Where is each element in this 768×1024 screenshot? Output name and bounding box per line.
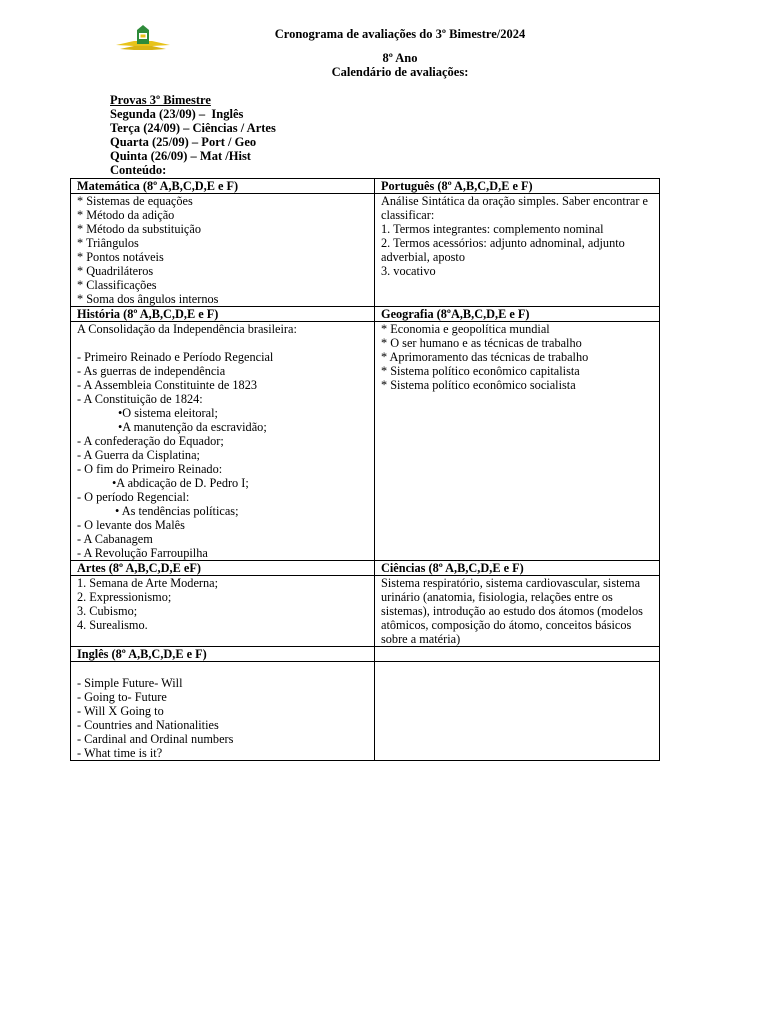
sub-list-item: •A manutenção da escravidão; <box>118 420 267 434</box>
list-item: - Cardinal and Ordinal numbers <box>77 732 234 746</box>
list-item: - A Constituição de 1824: <box>77 392 203 406</box>
matematica-header: Matemática (8º A,B,C,D,E e F) <box>71 179 375 194</box>
geografia-content <box>375 322 660 561</box>
portugues-header: Português (8º A,B,C,D,E e F) <box>375 179 660 194</box>
list-item: * Classificações <box>77 278 157 292</box>
list-item: 3. Cubismo; <box>77 604 138 618</box>
list-item: - What time is it? <box>77 746 163 760</box>
document-title: Cronograma de avaliações do 3º Bimestre/2024 <box>274 27 526 41</box>
blank-line <box>77 336 368 350</box>
list-item: - As guerras de independência <box>77 364 226 378</box>
schedule-item: Segunda (23/09) – Inglês <box>110 107 244 121</box>
list-item: * Soma dos ângulos internos <box>77 292 219 306</box>
sub-list-item: •A abdicação de D. Pedro I; <box>112 476 249 490</box>
schedule-item: Quinta (26/09) – Mat /Hist <box>110 149 251 163</box>
list-item: * Método da substituição <box>77 222 201 236</box>
list-item: - Going to- Future <box>77 690 167 704</box>
historia-content <box>71 322 375 561</box>
historia-intro: A Consolidação da Independência brasileira: <box>77 322 297 336</box>
ciencias-content <box>375 576 660 647</box>
list-item: - A Cabanagem <box>77 532 153 546</box>
ingles-content <box>71 662 375 761</box>
list-item: * Sistema político econômico socialista <box>381 378 576 392</box>
list-item: - O fim do Primeiro Reinado: <box>77 462 223 476</box>
list-item: * Triângulos <box>77 236 139 250</box>
content-table <box>70 178 660 761</box>
artes-header: Artes (8º A,B,C,D,E eF) <box>71 561 375 576</box>
list-item: 2. Expressionismo; <box>77 590 172 604</box>
list-item: * Sistemas de equações <box>77 194 193 208</box>
list-item: 3. vocativo <box>381 264 436 278</box>
list-item: * Pontos notáveis <box>77 250 164 264</box>
ciencias-text: Sistema respiratório, sistema cardiovascular, sistema urinário (anatomia, fisiologia, relações entre os sistemas), introdução ao estudo dos átomos (modelos atômicos, composição do átomo, conceitos básicos sobre a matéria) <box>381 576 643 646</box>
content-label: Conteúdo: <box>110 163 167 177</box>
matematica-content <box>71 194 375 307</box>
ingles-header: Inglês (8º A,B,C,D,E e F) <box>71 647 375 662</box>
empty-header-cell <box>375 647 660 662</box>
list-item: - A Guerra da Cisplatina; <box>77 448 200 462</box>
table-row <box>71 576 660 647</box>
list-item: 4. Surealismo. <box>77 618 148 632</box>
table-row <box>71 194 660 307</box>
exam-schedule <box>110 93 276 177</box>
ciencias-header: Ciências (8º A,B,C,D,E e F) <box>375 561 660 576</box>
calendar-subtitle: Calendário de avaliações: <box>331 65 469 79</box>
schedule-heading: Provas 3º Bimestre <box>110 93 211 107</box>
table-row <box>71 307 660 322</box>
list-item: - O período Regencial: <box>77 490 190 504</box>
list-item: 1. Termos integrantes: complemento nominal <box>381 222 604 236</box>
table-row <box>71 322 660 561</box>
schedule-item: Terça (24/09) – Ciências / Artes <box>110 121 276 135</box>
blank-line <box>77 662 368 676</box>
list-item: - A Assembleia Constituinte de 1823 <box>77 378 258 392</box>
table-row <box>71 561 660 576</box>
list-item: * Quadriláteros <box>77 264 154 278</box>
list-item: * Economia e geopolítica mundial <box>381 322 550 336</box>
historia-header: História (8º A,B,C,D,E e F) <box>71 307 375 322</box>
list-item: - A Revolução Farroupilha <box>77 546 208 560</box>
list-item: * O ser humano e as técnicas de trabalho <box>381 336 582 350</box>
table-row <box>71 179 660 194</box>
list-item: * Aprimoramento das técnicas de trabalho <box>381 350 589 364</box>
artes-content <box>71 576 375 647</box>
table-row <box>71 662 660 761</box>
portugues-content <box>375 194 660 307</box>
grade-label: 8º Ano <box>382 51 418 65</box>
empty-content-cell <box>375 662 660 761</box>
list-item: 1. Semana de Arte Moderna; <box>77 576 219 590</box>
sub-list-item: •O sistema eleitoral; <box>118 406 218 420</box>
list-item: - A confederação do Equador; <box>77 434 224 448</box>
list-item: - Countries and Nationalities <box>77 718 219 732</box>
list-item: 2. Termos acessórios: adjunto adnominal, adjunto adverbial, aposto <box>381 236 625 264</box>
list-item: * Sistema político econômico capitalista <box>381 364 580 378</box>
list-item: - Simple Future- Will <box>77 676 183 690</box>
geografia-header: Geografia (8ºA,B,C,D,E e F) <box>375 307 660 322</box>
list-item: - Primeiro Reinado e Período Regencial <box>77 350 274 364</box>
list-item: - O levante dos Malês <box>77 518 185 532</box>
list-item: * Método da adição <box>77 208 175 222</box>
table-row <box>71 647 660 662</box>
portugues-intro: Análise Sintática da oração simples. Saber encontrar e classificar: <box>381 194 649 222</box>
list-item: - Will X Going to <box>77 704 164 718</box>
sub-list-item: • As tendências políticas; <box>115 504 239 518</box>
schedule-item: Quarta (25/09) – Port / Geo <box>110 135 257 149</box>
